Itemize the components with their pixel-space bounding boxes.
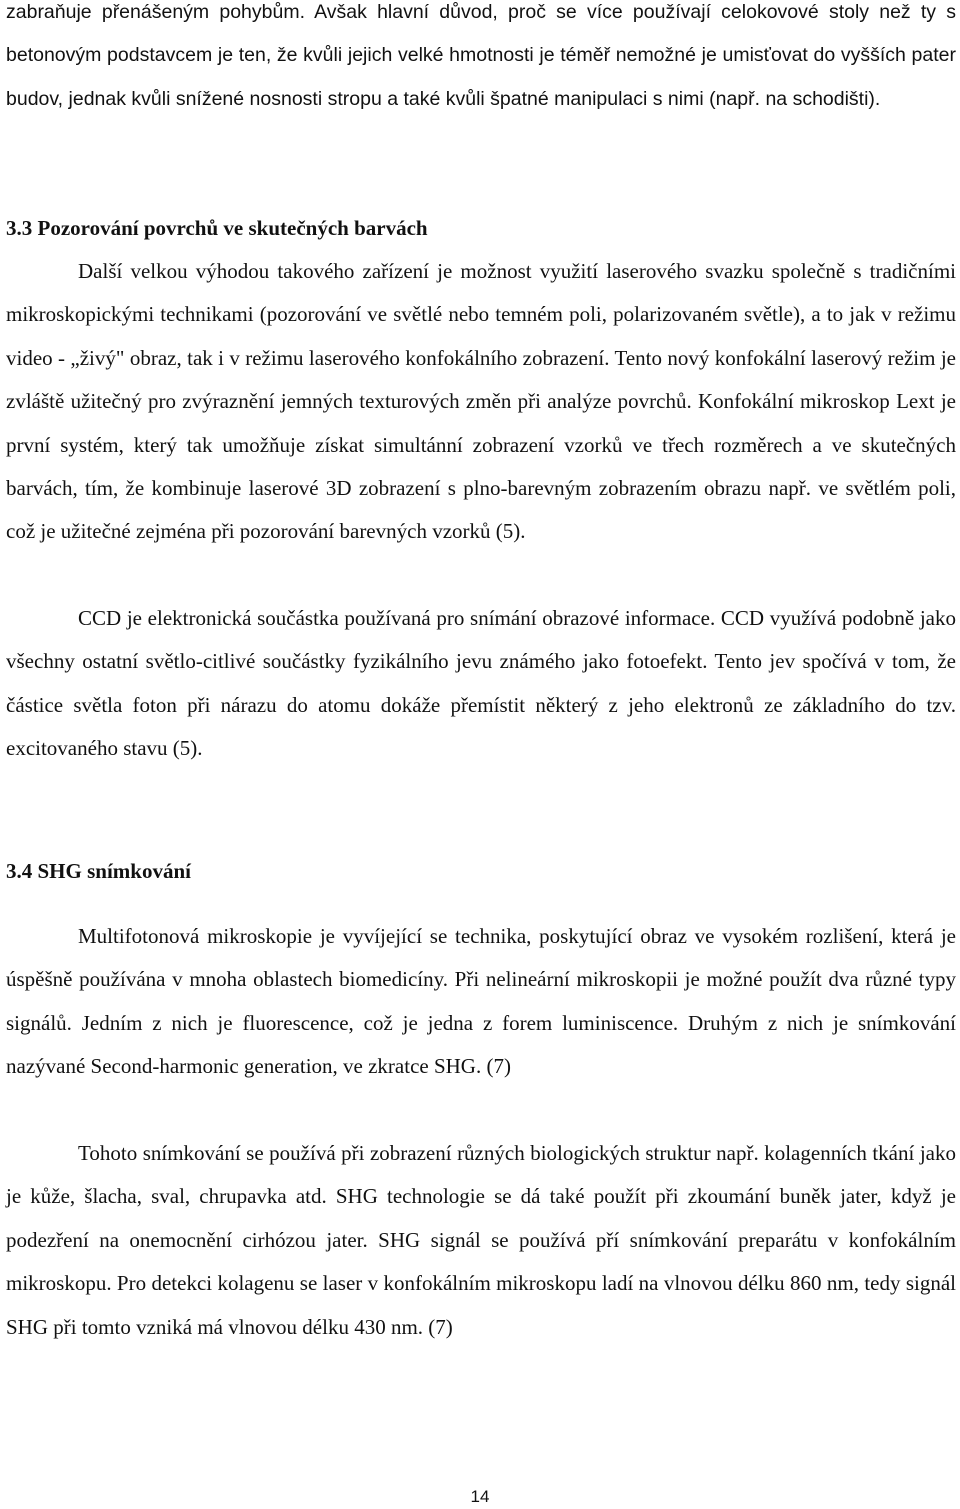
section-heading-3-4: 3.4 SHG snímkování — [6, 859, 191, 883]
top-paragraph: zabraňuje přenášeným pohybům. Avšak hlavní důvod, proč se více používají celokovové stoly než ty s betonovým podstavcem je ten, že kvůli jejich velké hmotnosti je téměř nemožné je umisťovat do vyšších pater budov, jednak kvůli snížené nosnosti stropu a také kvůli špatné manipulaci s nimi (např. na schodišti). — [6, 1, 956, 110]
page-number: 14 — [470, 1487, 490, 1506]
section-3-3-paragraph-2: CCD je elektronická součástka používaná pro snímání obrazové informace. CCD využívá podobně jako všechny ostatní světlo-citlivé součástky fyzikálního jevu známého jako fotoefekt. Tento jev spočívá v tom, že částice světla foton při nárazu do atomu dokáže přemístit některý z jeho elektronů ze základního do tzv. excitovaného stavu (5). — [6, 606, 956, 761]
section-3-4-paragraph-1: Multifotonová mikroskopie je vyvíjející se technika, poskytující obraz ve vysokém rozlišení, která je úspěšně používána v mnoha oblastech biomedicíny. Při nelineární mikroskopii je možné použít dva různé typy signálů. Jedním z nich je fluorescence, což je jedna z forem luminiscence. Druhým z nich je snímkování nazývané Second-harmonic generation, ve zkratce SHG. (7) — [6, 924, 956, 1079]
section-3-4-paragraph-2: Tohoto snímkování se používá při zobrazení různých biologických struktur např. kolagenních tkání jako je kůže, šlacha, sval, chrupavka atd. SHG technologie se dá také použít při zkoumání buněk jater, když je podezření na onemocnění cirhózou jater. SHG signál se používá pří snímkování preparátu v konfokálním mikroskopu. Pro detekci kolagenu se laser v konfokálním mikroskopu ladí na vlnovou délku 860 nm, tedy signál SHG při tomto vzniká má vlnovou délku 430 nm. (7) — [6, 1141, 956, 1339]
section-heading-3-3: 3.3 Pozorování povrchů ve skutečných barvách — [6, 216, 428, 240]
section-3-3-paragraph-1: Další velkou výhodou takového zařízení je možnost využití laserového svazku společně s tradičními mikroskopickými technikami (pozorování ve světlé nebo temném poli, polarizovaném světle), a to jak v režimu video - „živý" obraz, tak i v režimu laserového konfokálního zobrazení. Tento nový konfokální laserový režim je zvláště užitečný pro zvýraznění jemných texturových změn při analýze povrchů. Konfokální mikroskop Lext je první systém, který tak umožňuje získat simultánní zobrazení vzorků ve třech rozměrech a ve skutečných barvách, tím, že kombinuje laserové 3D zobrazení s plno-barevným zobrazením obrazu např. ve světlém poli, což je užitečné zejména při pozorování barevných vzorků (5). — [6, 259, 956, 544]
